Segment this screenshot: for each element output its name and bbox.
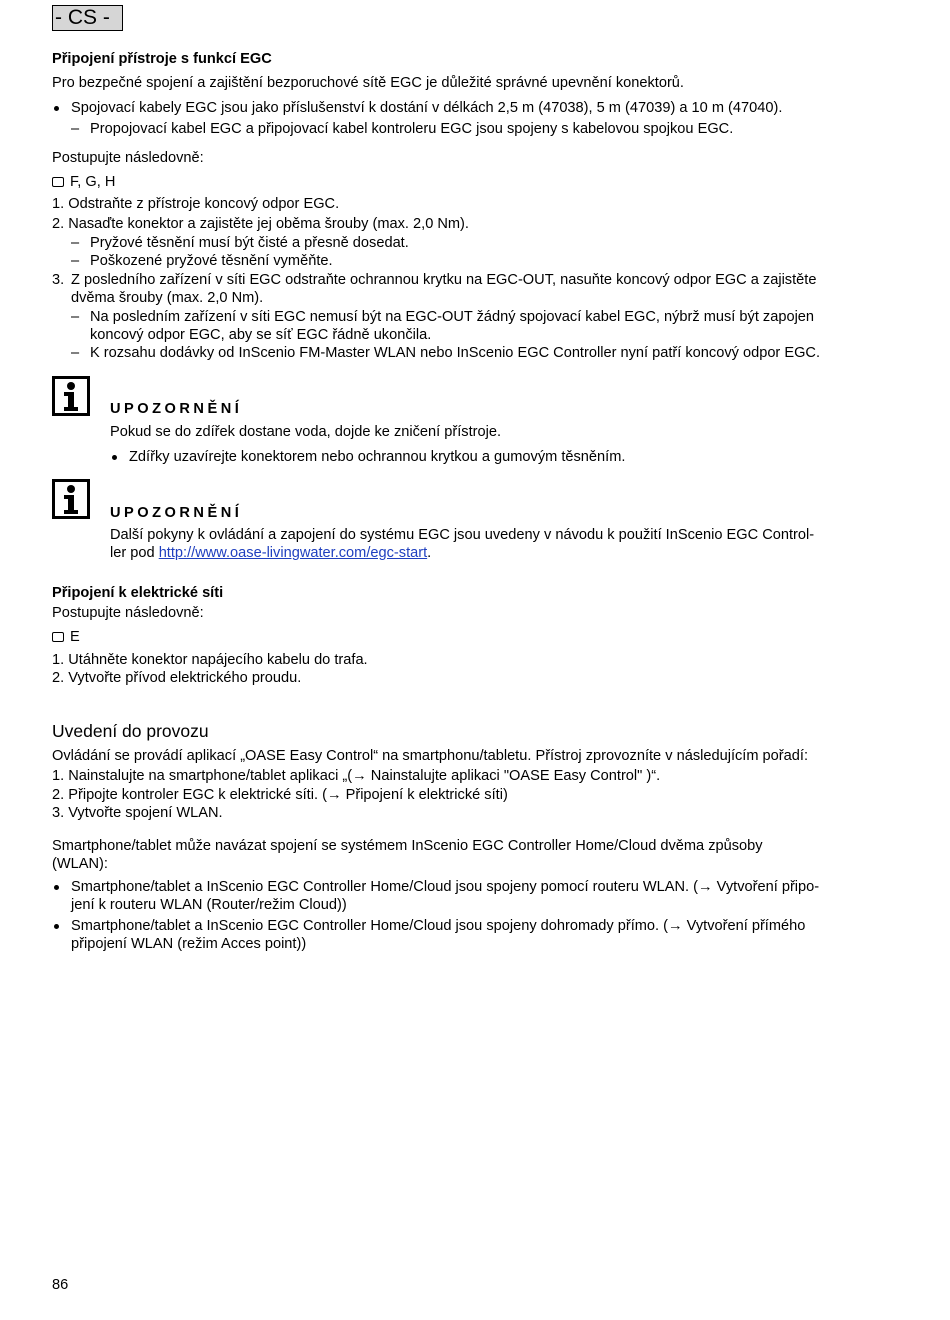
power-step-2: 2. Vytvořte přívod elektrického proudu. <box>52 670 302 686</box>
commissioning-intro: Ovládání se provádí aplikací „OASE Easy Control“ na smartphonu/tabletu. Přístroj zprovozníte v následujícím pořadí: <box>52 748 808 764</box>
commissioning-bullet-2-line-1: Smartphone/tablet a InScenio EGC Controller Home/Cloud jsou spojeny dohromady přímo. (→ Vytvoření přímého <box>71 918 806 934</box>
egc-step-3-sub-1-line-2: koncový odpor EGC, aby se síť EGC řádně ukončila. <box>90 327 432 343</box>
commissioning-bullet-1-line-2: jení k routeru WLAN (Router/režim Cloud)) <box>71 897 347 913</box>
egc-intro: Pro bezpečné spojení a zajištění bezporuchové sítě EGC je důležité správné upevnění konektorů. <box>52 75 684 91</box>
figure-box-icon <box>52 177 64 187</box>
notice-title: UPOZORNĚNÍ <box>110 401 243 417</box>
bullet-dot <box>54 106 59 111</box>
section-heading-egc: Připojení přístroje s funkcí EGC <box>52 51 272 67</box>
commissioning-bullet-1-line-1: Smartphone/tablet a InScenio EGC Controller Home/Cloud jsou spojeny pomocí routeru WLAN. (→ Vytvoření připo- <box>71 879 820 895</box>
info-icon <box>52 376 90 416</box>
commissioning-para-line-1: Smartphone/tablet může navázat spojení se systémem InScenio EGC Controller Home/Cloud dvěma způsoby <box>52 838 763 854</box>
egc-step-2: 2. Nasaďte konektor a zajistěte jej oběma šrouby (max. 2,0 Nm). <box>52 216 469 232</box>
notice-2-line-1: Další pokyny k ovládání a zapojení do systému EGC jsou uvedeny v návodu k použití InScenio EGC Control- <box>110 527 815 543</box>
bullet-dot <box>54 924 59 929</box>
section-heading-commissioning: Uvedení do provozu <box>52 721 209 741</box>
language-tab: - CS - <box>52 5 123 31</box>
info-icon <box>52 479 90 519</box>
dash-marker: – <box>71 121 80 137</box>
egc-step-2-sub-2: Poškozené pryžové těsnění vyměňte. <box>90 253 333 269</box>
notice-1-text: Pokud se do zdířek dostane voda, dojde ke zničení přístroje. <box>110 424 502 440</box>
egc-step-3-sub-2: K rozsahu dodávky od InScenio FM-Master WLAN nebo InScenio EGC Controller nyní patří koncový odpor EGC. <box>90 345 821 361</box>
commissioning-step-3: 3. Vytvořte spojení WLAN. <box>52 805 223 821</box>
egc-bullet-cables: Spojovací kabely EGC jsou jako příslušenství k dostání v délkách 2,5 m (47038), 5 m (47039) a 10 m (47040). <box>71 100 783 116</box>
commissioning-para-line-2: (WLAN): <box>52 856 108 872</box>
power-figure-ref: E <box>52 628 80 646</box>
egc-step-2-sub-1: Pryžové těsnění musí být čisté a přesně dosedat. <box>90 235 409 251</box>
notice-title: UPOZORNĚNÍ <box>110 505 243 521</box>
power-proceed: Postupujte následovně: <box>52 605 204 621</box>
dash-marker: – <box>71 253 80 269</box>
egc-start-link[interactable]: http://www.oase-livingwater.com/egc-start <box>158 545 428 561</box>
commissioning-step-1: 1. Nainstalujte na smartphone/tablet aplikaci „(→ Nainstalujte aplikaci "OASE Easy Control" )“. <box>52 768 661 784</box>
commissioning-step-2: 2. Připojte kontroler EGC k elektrické síti. (→ Připojení k elektrické síti) <box>52 787 508 803</box>
egc-step-1: 1. Odstraňte z přístroje koncový odpor EGC. <box>52 196 340 212</box>
page-number: 86 <box>52 1277 69 1293</box>
egc-step-3-sub-1-line-1: Na posledním zařízení v síti EGC nemusí být na EGC-OUT žádný spojovací kabel EGC, nýbrž musí být zapojen <box>90 309 815 325</box>
notice-1-bullet: Zdířky uzavírejte konektorem nebo ochrannou krytkou a gumovým těsněním. <box>129 449 626 465</box>
bullet-dot <box>54 885 59 890</box>
notice-2-line-2: ler pod http://www.oase-livingwater.com/egc-start. <box>110 545 432 561</box>
commissioning-bullet-2-line-2: připojení WLAN (režim Acces point)) <box>71 936 307 952</box>
section-heading-power: Připojení k elektrické síti <box>52 585 224 601</box>
figure-box-icon <box>52 632 64 642</box>
egc-figure-ref: F, G, H <box>52 173 115 191</box>
bullet-dot <box>112 455 117 460</box>
dash-marker: – <box>71 345 80 361</box>
dash-marker: – <box>71 309 80 325</box>
egc-bullet-sub: Propojovací kabel EGC a připojovací kabel kontroleru EGC jsou spojeny s kabelovou spojkou EGC. <box>90 121 734 137</box>
egc-step-3-line-1: Z posledního zařízení v síti EGC odstraňte ochrannou krytku na EGC-OUT, nasuňte koncový odpor EGC a zajistěte <box>71 272 817 288</box>
egc-step-3-num: 3. <box>52 272 65 288</box>
power-step-1: 1. Utáhněte konektor napájecího kabelu do trafa. <box>52 652 368 668</box>
egc-proceed: Postupujte následovně: <box>52 150 204 166</box>
egc-step-3-line-2: dvěma šrouby (max. 2,0 Nm). <box>71 290 264 306</box>
dash-marker: – <box>71 235 80 251</box>
